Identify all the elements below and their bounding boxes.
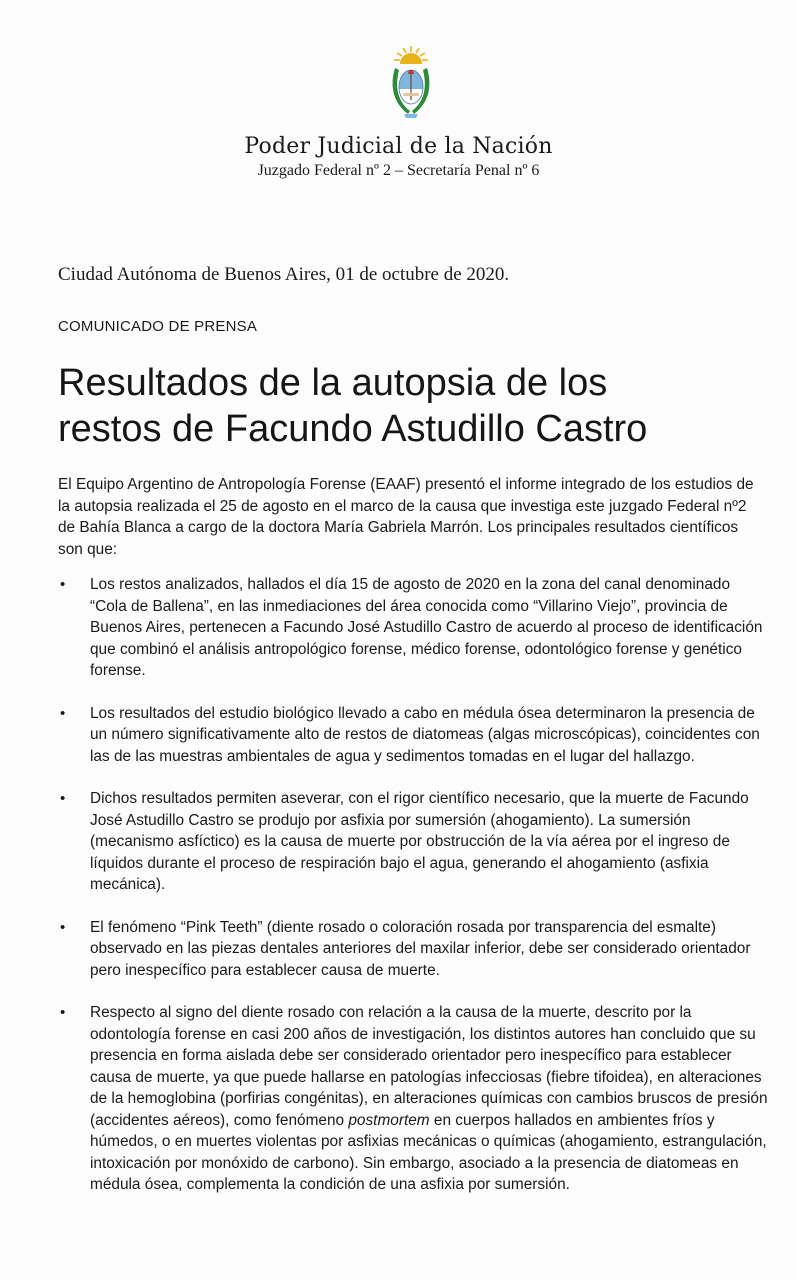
list-item <box>58 574 770 682</box>
intro-paragraph: El Equipo Argentino de Antropología Forense (EAAF) presentó el informe integrado de los estudios de la autopsia realizada el 25 de agosto en el marco de la causa que investiga este juzgado Federal nº2 de Bahía Blanca a cargo de la doctora María Gabriela Marrón. Los principales resultados científicos son que: <box>58 476 754 558</box>
date-line: Ciudad Autónoma de Buenos Aires, 01 de octubre de 2020. <box>58 264 510 285</box>
list-item-text-before: Respecto al signo del diente rosado con relación a la causa de la muerte, descrito por la odontología forense en casi 200 años de investigación, los distintos autores han concluido que su presencia en forma aislada debe ser considerado orientador pero inespecífico para establecer causa de muerte, ya que puede hallarse en patologías infecciosas (fiebre tifoidea), en alteraciones de la hemoglobina (porfirias congénitas), en alteraciones químicas con cambios bruscos de presión (accidentes aéreos), como fenómeno <box>90 1004 768 1129</box>
list-item <box>58 917 770 982</box>
list-item-text <box>90 1002 770 1196</box>
bullet-icon: • <box>60 918 66 936</box>
argentina-coat-of-arms-icon <box>386 44 436 124</box>
bullet-icon: • <box>60 576 66 593</box>
list-item-text: Los resultados del estudio biológico llevado a cabo en médula ósea determinaron la presencia de un número significativamente alto de restos de diatomeas (algas microscópicas), coincidentes con las de las muestras ambientales de agua y sedimentos tomadas en el lugar del hallazgo. <box>90 704 760 765</box>
press-release-label: COMUNICADO DE PRENSA <box>58 318 258 335</box>
bullet-icon: • <box>60 1004 66 1021</box>
document-title <box>58 360 758 452</box>
list-item-text-after: en cuerpos hallados en ambientes fríos y húmedos, o en muertes violentas por asfixias mecánicas o químicas (ahogamiento, estrangulación, intoxicación por monóxido de carbono). Sin embargo, asociado a la presencia de diatomeas en médula ósea, complementa la condición de una asfixia por sumersión. <box>90 1111 767 1193</box>
list-item <box>58 1002 770 1196</box>
results-list <box>58 574 770 1217</box>
title-line-2: restos de Facundo Astudillo Castro <box>58 408 648 450</box>
list-item-text: Dichos resultados permiten aseverar, con el rigor científico necesario, que la muerte de Facundo José Astudillo Castro se produjo por asfixia por sumersión (ahogamiento). La sumersión (mecanismo asfíctico) es la causa de muerte por obstrucción de la vía aérea por el ingreso de líquidos durante el proceso de respiración bajo el agua, generando el ahogamiento (asfixia mecánica). <box>90 790 749 893</box>
bullet-icon: • <box>60 790 66 807</box>
postmortem-emphasis: postmortem <box>348 1111 430 1129</box>
list-item-text: El fenómeno “Pink Teeth” (diente rosado o coloración rosada por transparencia del esmalte) observado en las piezas dentales anteriores del maxilar inferior, debe ser considerado orientador pero inespecífico para establecer causa de muerte. <box>90 918 751 979</box>
bullet-icon: • <box>60 704 66 722</box>
list-item-text: Los restos analizados, hallados el día 15 de agosto de 2020 en la zona del canal denominado “Cola de Ballena”, en las inmediaciones del área conocida como “Villarino Viejo”, provincia de Buenos Aires, pertenecen a Facundo José Astudillo Castro de acuerdo al proceso de identificación que combinó el análisis antropológico forense, médico forense, odontológico forense y genético forense. <box>90 576 763 679</box>
court-name: Juzgado Federal nº 2 – Secretaría Penal nº 6 <box>257 162 540 179</box>
list-item <box>58 703 770 768</box>
title-line-1: Resultados de la autopsia de los <box>58 362 608 404</box>
institution-name: Poder Judicial de la Nación <box>244 134 553 159</box>
list-item <box>58 788 770 896</box>
